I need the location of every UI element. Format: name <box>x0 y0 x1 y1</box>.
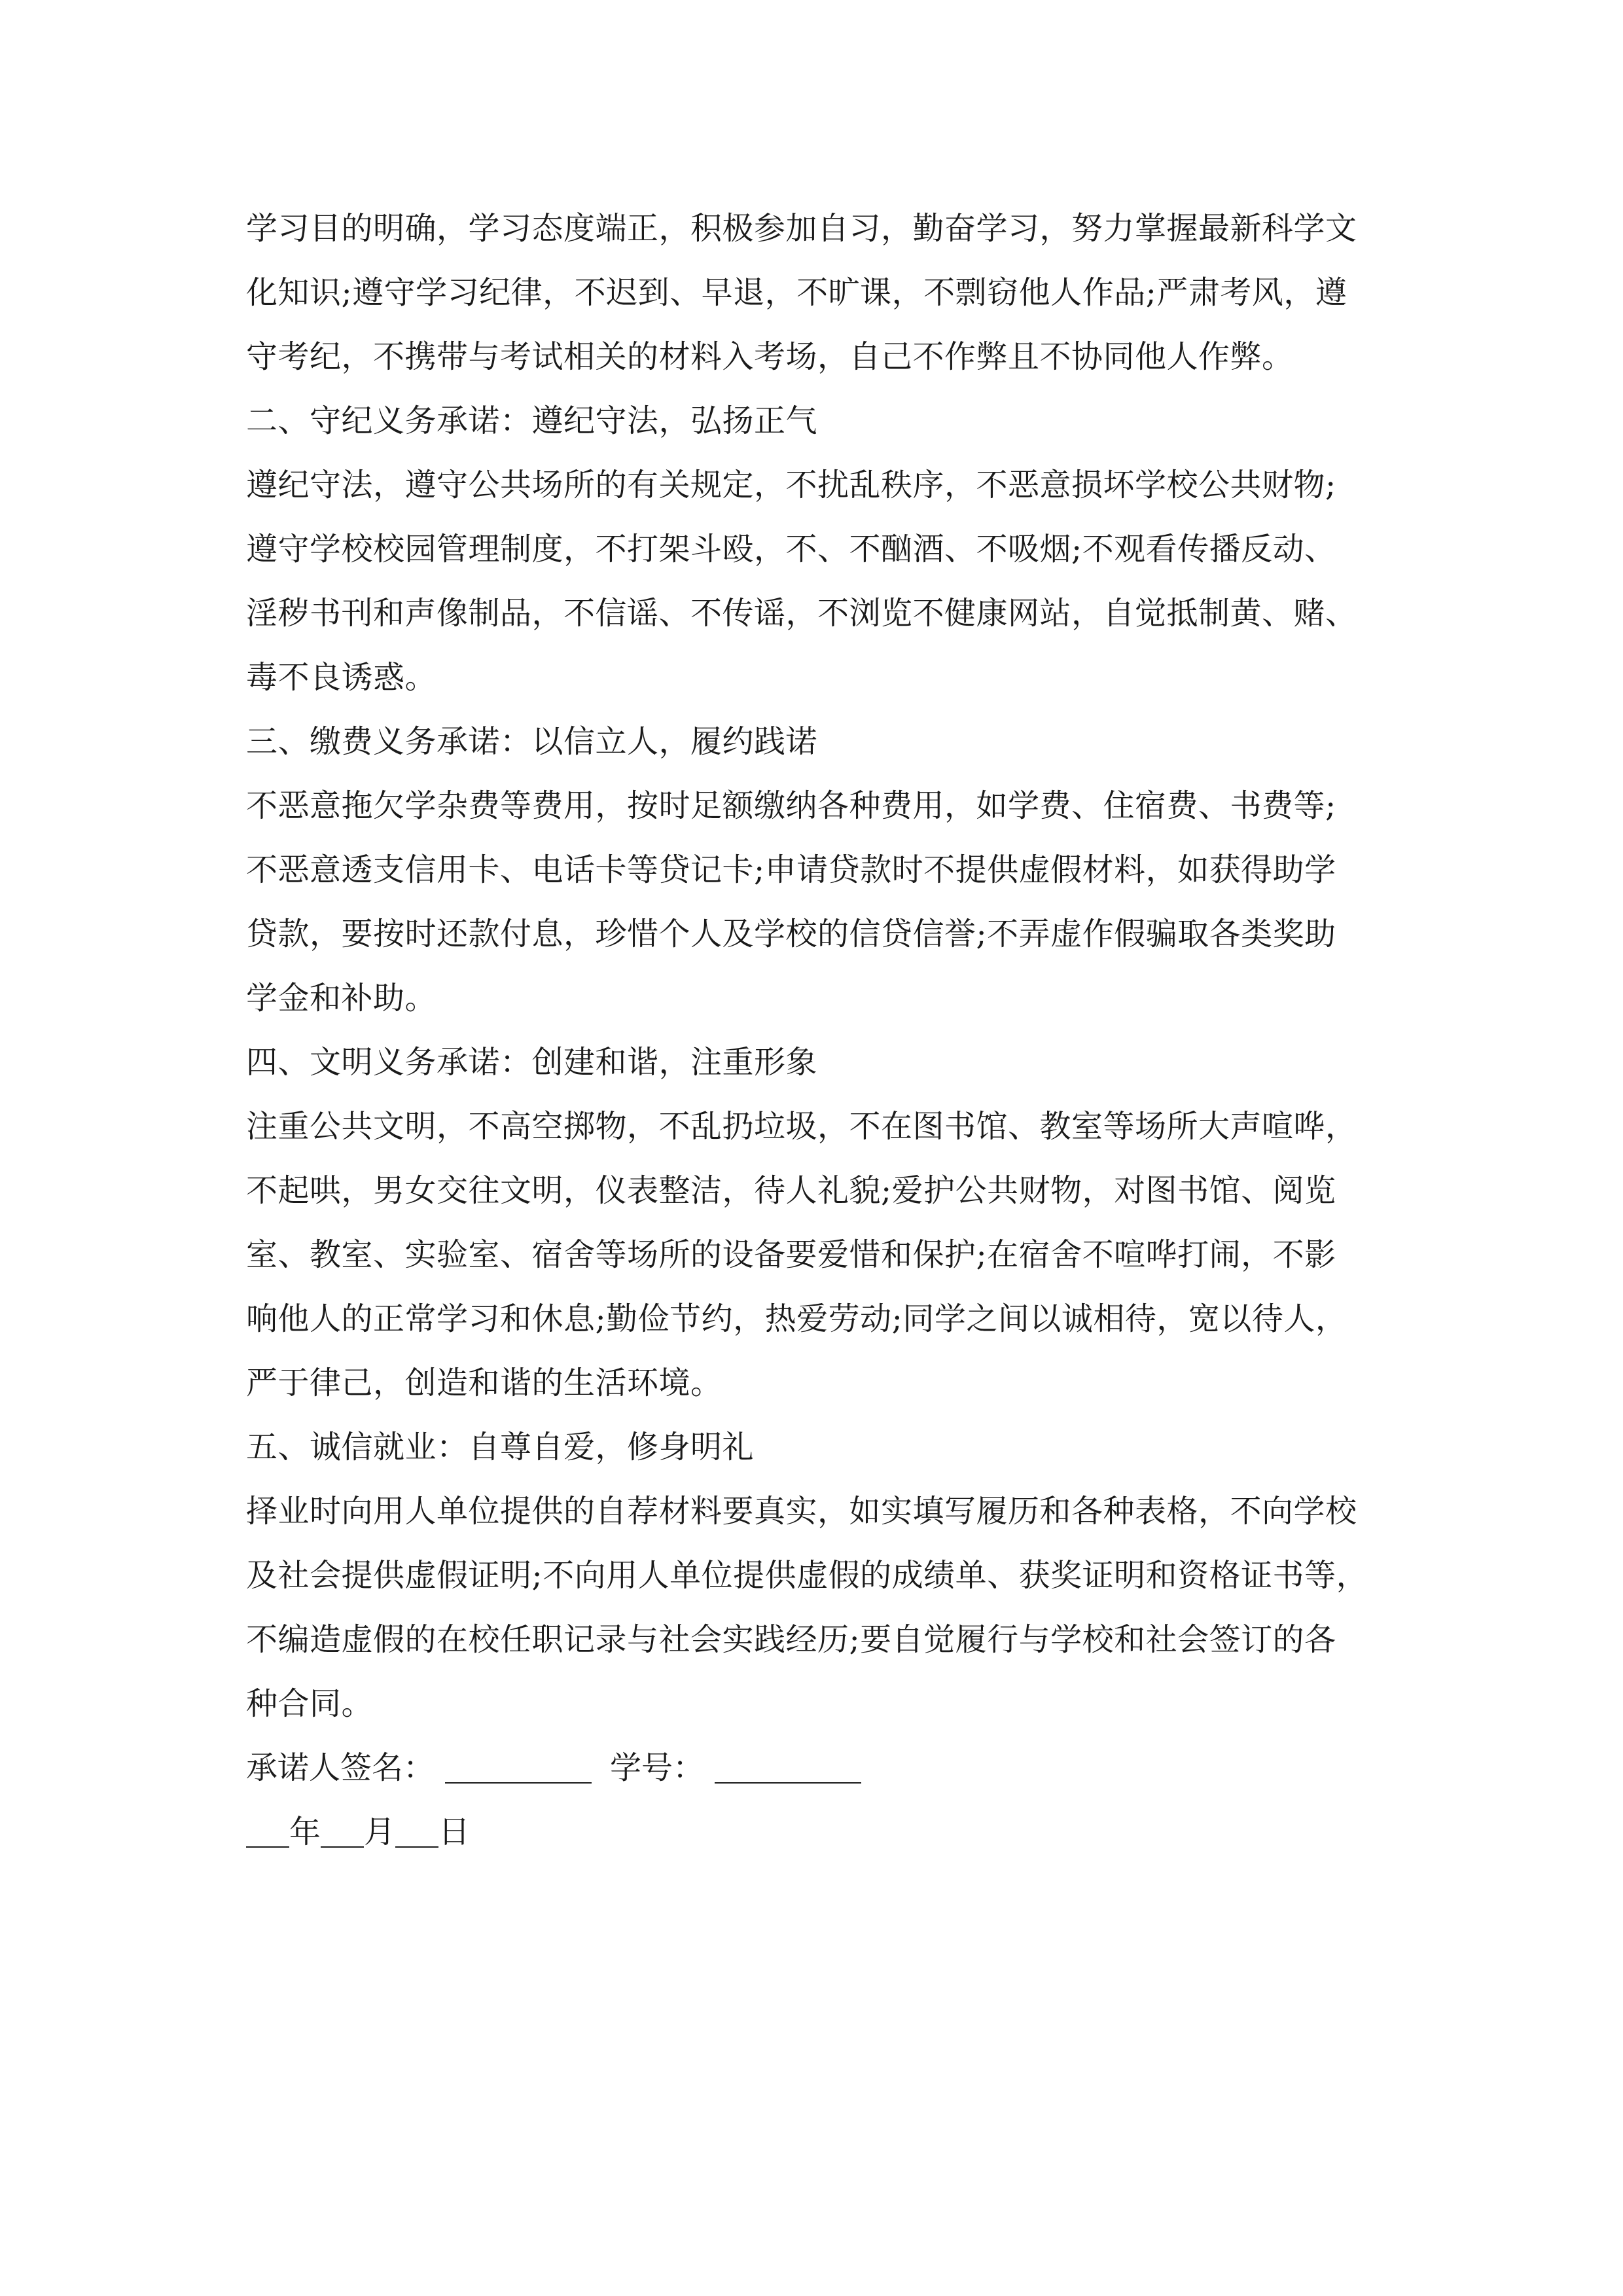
paragraph-line: 守考纪，不携带与考试相关的材料入考场，自己不作弊且不协同他人作弊。 <box>246 338 1294 375</box>
paragraph-line: 择业时向用人单位提供的自荐材料要真实，如实填写履历和各种表格，不向学校 <box>246 1493 1357 1530</box>
month-blank[interactable] <box>321 1846 364 1848</box>
paragraph-line: 响他人的正常学习和休息;勤俭节约，热爱劳动;同学之间以诚相待，宽以待人， <box>246 1300 1347 1337</box>
signer-name-blank[interactable] <box>445 1782 592 1784</box>
signature-row <box>246 1736 1411 1800</box>
paragraph-line: 淫秽书刊和声像制品，不信谣、不传谣，不浏览不健康网站，自觉抵制黄、赌、 <box>246 595 1357 632</box>
paragraph-line: 种合同。 <box>246 1685 374 1722</box>
paragraph-line: 室、教室、实验室、宿舍等场所的设备要爱惜和保护;在宿舍不喧哗打闹，不影 <box>246 1236 1336 1273</box>
paragraph-line: 学习目的明确，学习态度端正，积极参加自习，勤奋学习，努力掌握最新科学文 <box>246 210 1357 247</box>
paragraph-line: 严于律己，创造和谐的生活环境。 <box>246 1365 722 1401</box>
student-id-label: 学号： <box>610 1749 705 1786</box>
paragraph-line: 注重公共文明，不高空掷物，不乱扔垃圾，不在图书馆、教室等场所大声喧哗， <box>246 1108 1357 1145</box>
month-label: 月 <box>364 1814 396 1850</box>
paragraph-line: 不恶意拖欠学杂费等费用，按时足额缴纳各种费用，如学费、住宿费、书费等; <box>246 787 1336 824</box>
paragraph-line: 学金和补助。 <box>246 980 437 1016</box>
paragraph-line: 遵纪守法，遵守公共场所的有关规定，不扰乱秩序，不恶意损坏学校公共财物; <box>246 467 1336 503</box>
section-heading-civility: 四、文明义务承诺：创建和谐，注重形象 <box>246 1044 818 1081</box>
document-body <box>246 196 1411 1864</box>
date-row <box>246 1800 1411 1864</box>
section-heading-discipline: 二、守纪义务承诺：遵纪守法，弘扬正气 <box>246 403 818 439</box>
day-blank[interactable] <box>395 1846 438 1848</box>
section-heading-employment: 五、诚信就业：自尊自爱，修身明礼 <box>246 1429 755 1465</box>
signer-label: 承诺人签名： <box>246 1749 435 1786</box>
paragraph-line: 化知识;遵守学习纪律，不迟到、早退，不旷课，不剽窃他人作品;严肃考风，遵 <box>246 274 1347 311</box>
day-label: 日 <box>438 1814 471 1850</box>
section-heading-fees: 三、缴费义务承诺：以信立人，履约践诺 <box>246 723 818 760</box>
paragraph-line: 毒不良诱惑。 <box>246 659 437 696</box>
student-id-blank[interactable] <box>715 1782 861 1784</box>
paragraph-line: 贷款，要按时还款付息，珍惜个人及学校的信贷信誉;不弄虚作假骗取各类奖助 <box>246 916 1336 952</box>
paragraph-line: 遵守学校校园管理制度，不打架斗殴，不、不酗酒、不吸烟;不观看传播反动、 <box>246 531 1336 567</box>
paragraph-line: 不编造虚假的在校任职记录与社会实践经历;要自觉履行与学校和社会签订的各 <box>246 1621 1336 1658</box>
year-blank[interactable] <box>246 1846 289 1848</box>
paragraph-line: 不恶意透支信用卡、电话卡等贷记卡;申请贷款时不提供虚假材料，如获得助学 <box>246 852 1336 888</box>
year-label: 年 <box>289 1814 321 1850</box>
paragraph-line: 不起哄，男女交往文明，仪表整洁，待人礼貌;爱护公共财物，对图书馆、阅览 <box>246 1172 1336 1209</box>
paragraph-line: 及社会提供虚假证明;不向用人单位提供虚假的成绩单、获奖证明和资格证书等， <box>246 1557 1368 1594</box>
